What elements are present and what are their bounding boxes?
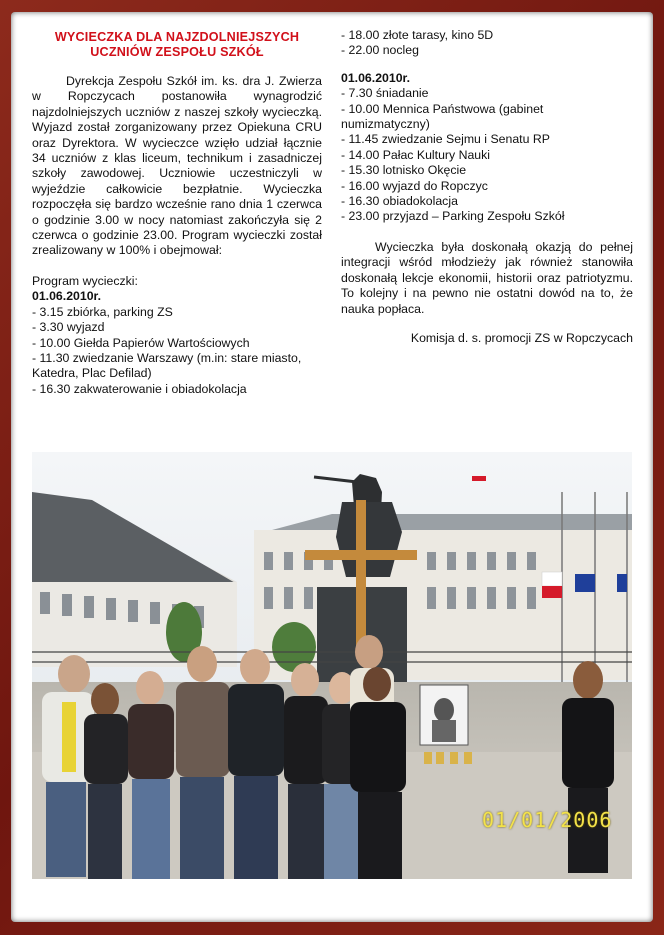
- day2-item: - 16.30 obiadokolacja: [341, 194, 458, 209]
- article-title: [32, 30, 322, 60]
- day1-item: - 3.15 zbiórka, parking ZS: [32, 304, 173, 319]
- title-line-2: UCZNIÓW ZESPOŁU SZKÓŁ: [90, 45, 264, 59]
- intro-paragraph: Dyrekcja Zespołu Szkół im. ks. dra J. Zwierza w Ropczycach postanowiła wynagrodzić najzdolniejszych uczniów z naszej szkoły wycieczką. Wyjazd został zorganizowany przez Opiekuna CRU oraz Dyrektora. W wycieczce wzięło udział łącznie 34 uczniów z klas liceum, technikum i zasadniczej szkoły zawodowej. Uczniowie uczestniczyli w wyjeździe całkowicie bezpłatnie. Wycieczka rozpoczęła się bardzo wcześnie rano dnia 1 czerwca o godzinie 3.00 w nocy natomiast zakończyła się 2 czerwca o godzinie 23.00. Program wycieczki został zrealizowany w 100% i obejmował:: [32, 74, 322, 258]
- group-photo: [32, 452, 632, 879]
- day2-item: - 16.00 wyjazd do Ropczyc: [341, 178, 488, 193]
- day2-item: - 14.00 Pałac Kultury Nauki: [341, 147, 491, 162]
- day1-item: - 3.30 wyjazd: [32, 320, 105, 335]
- day1-item: - 11.30 zwiedzanie Warszawy (m.in: stare miasto, Katedra, Plac Defilad): [32, 350, 302, 381]
- day2-item: - 23.00 przyjazd – Parking Zespołu Szkół: [341, 209, 565, 224]
- day2-date: 01.06.2010r.: [341, 70, 411, 85]
- day1-date: 01.06.2010r.: [32, 289, 102, 304]
- title-line-1: WYCIECZKA DLA NAJZDOLNIEJSZYCH: [54, 30, 300, 44]
- photo-date-stamp: 01/01/2006: [482, 808, 613, 832]
- day1-item: - 10.00 Giełda Papierów Wartościowych: [32, 335, 250, 350]
- day2-item: - 7.30 śniadanie: [341, 86, 429, 101]
- day2-item: - 10.00 Mennica Państwowa (gabinet numizmatyczny): [341, 101, 544, 132]
- day1-item: - 22.00 nocleg: [341, 43, 419, 58]
- document-page: [11, 12, 653, 922]
- day1-item: - 18.00 złote tarasy, kino 5D: [341, 28, 494, 42]
- left-column: [32, 30, 322, 397]
- day2-item: - 11.45 zwiedzanie Sejmu i Senatu RP: [341, 132, 550, 147]
- closing-paragraph: Wycieczka była doskonałą okazją do pełnej integracji wśród młodzieży jak również stanowiła doskonałą lekcje ekonomii, historii oraz patriotyzmu. To kolejny i na pewno nie ostatni dowód na to, że nauka popłaca.: [341, 239, 633, 316]
- day1-item: - 16.30 zakwaterowanie i obiadokolacja: [32, 381, 247, 396]
- signature: Komisja d. s. promocji ZS w Ropczycach: [410, 330, 633, 345]
- program-label: Program wycieczki:: [32, 273, 138, 288]
- day2-item: - 15.30 lotnisko Okęcie: [341, 163, 467, 178]
- right-column: [341, 28, 633, 346]
